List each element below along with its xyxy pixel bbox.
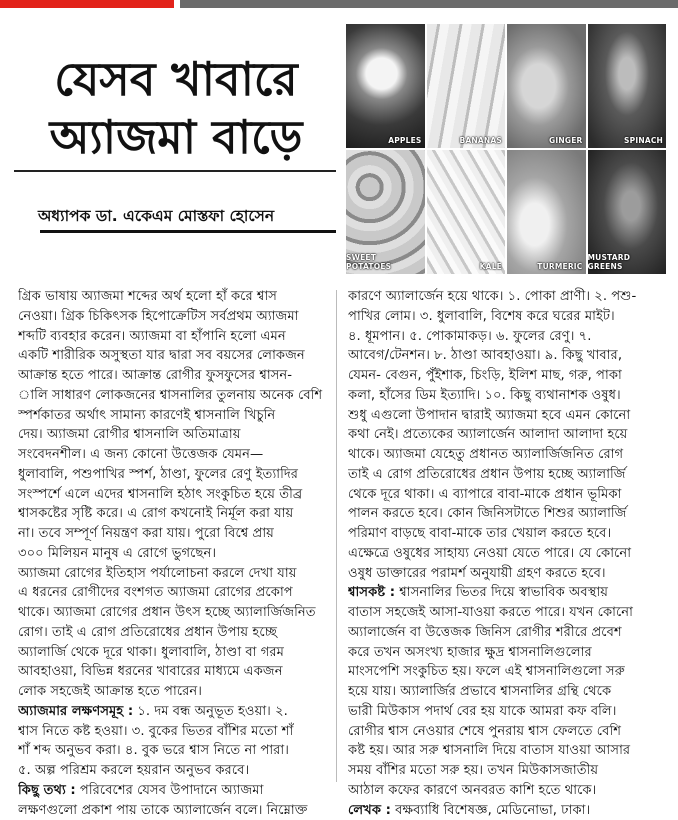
text-line: থাকে। অ্যাজমা রোগের প্রধান উৎস হচ্ছে অ্যালার্জিজনিত bbox=[18, 603, 324, 623]
symptoms-heading: অ্যাজমার লক্ষণসমূহ : bbox=[18, 704, 133, 719]
photo-label: GINGER bbox=[549, 136, 582, 145]
text-line: কারণে অ্যালার্জেন হয়ে থাকে। ১. পোকা প্রাণী। ২. পশু- bbox=[348, 287, 668, 307]
text-line: শ্বাসকষ্টের সৃষ্টি করে। এ রোগ কখনোই নির্মূল করা যায় bbox=[18, 504, 324, 524]
photo-turmeric bbox=[507, 150, 586, 274]
article-column-left bbox=[18, 287, 324, 820]
text-line bbox=[348, 801, 668, 820]
text-line: পরিমাণ বাড়ছে বাবা-মাকে তার খেয়াল করতে হবে। bbox=[348, 524, 668, 544]
photo-label: TURMERIC bbox=[537, 262, 582, 271]
text-line: দেয়। অ্যাজমা রোগীর শ্বাসনালি অতিমাত্রায় bbox=[18, 425, 324, 445]
text-line: রোগ। তাই এ রোগ প্রতিরোধের প্রধান উপায় হচ্ছে bbox=[18, 623, 324, 643]
text-line: ৩০০ মিলিয়ন মানুষ এ রোগে ভুগছেন। bbox=[18, 544, 324, 564]
text-line: অ্যালার্জি থেকে দূরে থাকা। ধুলাবালি, ঠাণ্ডা বা গরম bbox=[18, 643, 324, 663]
facts-heading: কিছু তথ্য : bbox=[18, 783, 76, 798]
photo-label: SWEET POTATOES bbox=[346, 253, 422, 271]
text-line bbox=[348, 583, 668, 603]
text-line: সময় বাঁশির মতো সরু হয়। তখন মিউকাসজাতীয় bbox=[348, 761, 668, 781]
text-line: হয়ে যায়। অ্যালার্জির প্রভাবে শ্বাসনালির গ্রন্থি থেকে bbox=[348, 682, 668, 702]
text-line: যেমন- বেগুন, পুঁইশাক, চিংড়ি, ইলিশ মাছ, গরু, পাকা bbox=[348, 366, 668, 386]
text-line: থাকে। অ্যাজমা যেহেতু প্রধানত অ্যালার্জিজনিত রোগ bbox=[348, 445, 668, 465]
text-line: শ্বাস নিতে কষ্ট হওয়া। ৩. বুকের ভিতর বাঁশির মতো শাঁ bbox=[18, 722, 324, 742]
paragraph-symptoms bbox=[18, 702, 324, 781]
text-line: শুধু এগুলো উপাদান দ্বারাই অ্যাজমা হবে এমন কোনো bbox=[348, 406, 668, 426]
top-accent-bar-red bbox=[0, 0, 174, 8]
paragraph-intro bbox=[18, 287, 324, 564]
headline-rule bbox=[14, 170, 336, 172]
photo-bananas bbox=[427, 24, 506, 148]
photo-label: BANANAS bbox=[460, 136, 503, 145]
text-line: তাই এ রোগ প্রতিরোধের প্রধান উপায় হচ্ছে অ্যালার্জি bbox=[348, 465, 668, 485]
photo-label: APPLES bbox=[388, 136, 421, 145]
photo-ginger bbox=[507, 24, 586, 148]
text-run: পরিবেশের যেসব উপাদানে অ্যাজমা bbox=[76, 783, 264, 798]
author-byline: অধ্যাপক ডা. একেএম মোস্তফা হোসেন bbox=[38, 204, 338, 230]
headline-line-1: যেসব খাবারে bbox=[14, 50, 338, 108]
breath-heading: শ্বাসকষ্ট : bbox=[348, 585, 395, 600]
paragraph-allergens bbox=[348, 287, 668, 583]
text-line: সংস্পর্শে এলে এদের শ্বাসনালি হঠাৎ সংকুচিত হয়ে তীব্র bbox=[18, 485, 324, 505]
writer-heading: লেখক : bbox=[348, 803, 391, 818]
text-run: শ্বাসনালির ভিতর দিয়ে স্বাভাবিক অবস্থায় bbox=[395, 585, 608, 600]
text-line: করে তখন অসংখ্য হাজার ক্ষুদ্র শ্বাসনালিগুলোর bbox=[348, 643, 668, 663]
text-line: ওষুধ ডাক্তারের পরামর্শ অনুযায়ী গ্রহণ করতে হবে। bbox=[348, 564, 668, 584]
photo-kale bbox=[427, 150, 506, 274]
article-column-right bbox=[348, 287, 668, 820]
text-line: অ্যালার্জেন বা উত্তেজক জিনিস রোগীর শরীরে প্রবেশ bbox=[348, 623, 668, 643]
photo-label: KALE bbox=[480, 262, 502, 271]
text-line: লোক সহজেই আক্রান্ত হতে পারেন। bbox=[18, 682, 324, 702]
text-line: একটি শারীরিক অসুস্থতা যার দ্বারা সব বয়সের লোকজন bbox=[18, 346, 324, 366]
top-accent-bar-gray bbox=[180, 0, 678, 8]
text-line: শব্দটি ব্যবহার করেন। অ্যাজমা বা হাঁপানি হলো এমন bbox=[18, 327, 324, 347]
photo-mustard-greens bbox=[588, 150, 667, 274]
text-line: ভারী মিউকাস পদার্থ বের হয় যাকে আমরা কফ বলি। bbox=[348, 702, 668, 722]
text-line: ধুলাবালি, পশুপাখির স্পর্শ, ঠাণ্ডা, ফুলের রেণু ইত্যাদির bbox=[18, 465, 324, 485]
text-line bbox=[18, 702, 324, 722]
text-line: আবহাওয়া, বিভিন্ন ধরনের খাবারের মাধ্যমে একজন bbox=[18, 662, 324, 682]
text-line: থেকে দূরে থাকা। এ ব্যাপারে বাবা-মাকে প্রধান ভূমিকা bbox=[348, 485, 668, 505]
text-line: ৪. ধূমপান। ৫. পোকামাকড়। ৬. ফুলের রেণু। ৭. bbox=[348, 327, 668, 347]
text-line: এ ধরনের রোগীদের বংশগত অ্যাজমা রোগের প্রকোপ bbox=[18, 583, 324, 603]
text-line: এক্ষেত্রে ওষুধের সাহায্য নেওয়া যেতে পারে। যে কোনো bbox=[348, 544, 668, 564]
text-line: ালি সাধারণ লোকজনের শ্বাসনালির তুলনায় অনেক বেশি bbox=[18, 386, 324, 406]
photo-sweet-potatoes bbox=[346, 150, 425, 274]
text-line: আঠাল কফের কারণে অনবরত কাশি হতে থাকে। bbox=[348, 781, 668, 801]
text-line: স্পর্শকাতর অর্থাৎ সামান্য কারণেই শ্বাসনালি খিচুনি bbox=[18, 406, 324, 426]
text-line: পালন করতে হবে। কোন জিনিসটাতে শিশুর অ্যালার্জি bbox=[348, 504, 668, 524]
column-divider bbox=[336, 290, 337, 782]
text-line: কলা, হাঁসের ডিম ইত্যাদি। ১০. কিছু ব্যথানাশক ওষুধ। bbox=[348, 386, 668, 406]
text-line: নেওয়া। গ্রিক চিকিৎসক হিপোক্রেটিস সর্বপ্রথম অ্যাজমা bbox=[18, 307, 324, 327]
text-line: আবেগ/টেনশন। ৮. ঠাণ্ডা আবহাওয়া। ৯. কিছু খাবার, bbox=[348, 346, 668, 366]
photo-label: SPINACH bbox=[624, 136, 663, 145]
text-line: বাতাস সহজেই আসা-যাওয়া করতে পারে। যখন কোনো bbox=[348, 603, 668, 623]
article-headline bbox=[14, 50, 338, 166]
text-line: শাঁ শব্দ অনুভব করা। ৪. বুক ভরে শ্বাস নিতে না পারা। bbox=[18, 741, 324, 761]
text-run: ১. দম বন্ধ অনুভূত হওয়া। ২. bbox=[133, 704, 288, 719]
paragraph-facts bbox=[18, 781, 324, 820]
paragraph-breathlessness bbox=[348, 583, 668, 800]
food-photo-grid bbox=[346, 24, 666, 274]
photo-spinach bbox=[588, 24, 667, 148]
text-line: আক্রান্ত হতে পারে। আক্রান্ত রোগীর ফুসফুসের শ্বাসন- bbox=[18, 366, 324, 386]
text-line: রোগীর শ্বাস নেওয়ার শেষে পুনরায় শ্বাস ফেলতে বেশি bbox=[348, 722, 668, 742]
photo-label: MUSTARD GREENS bbox=[588, 253, 664, 271]
writer-credit: বক্ষব্যাধি বিশেষজ্ঞ, মেডিনোভা, ঢাকা। bbox=[391, 803, 590, 818]
text-line: সংবেদনশীল। এ জন্য কোনো উত্তেজক যেমন— bbox=[18, 445, 324, 465]
text-line: কষ্ট হয়। আর সরু শ্বাসনালি দিয়ে বাতাস যাওয়া আসার bbox=[348, 741, 668, 761]
text-line: মাংসপেশি সংকুচিত হয়। ফলে এই শ্বাসনালিগুলো সরু bbox=[348, 662, 668, 682]
text-line: কথা নেই। প্রত্যেকের অ্যালার্জেন আলাদা আলাদা হয়ে bbox=[348, 425, 668, 445]
paragraph-writer bbox=[348, 801, 668, 820]
paragraph-history bbox=[18, 564, 324, 702]
text-line: ৫. অল্প পরিশ্রম করলে হয়রান অনুভব করবে। bbox=[18, 761, 324, 781]
text-line: না। তবে সম্পূর্ণ নিয়ন্ত্রণ করা যায়। পুরো বিশ্বে প্রায় bbox=[18, 524, 324, 544]
headline-line-2: অ্যাজমা বাড়ে bbox=[14, 108, 338, 166]
byline-rule bbox=[40, 230, 336, 233]
photo-apples bbox=[346, 24, 425, 148]
text-line: গ্রিক ভাষায় অ্যাজমা শব্দের অর্থ হলো হাঁ করে শ্বাস bbox=[18, 287, 324, 307]
text-line: অ্যাজমা রোগের ইতিহাস পর্যালোচনা করলে দেখা যায় bbox=[18, 564, 324, 584]
text-line bbox=[18, 781, 324, 801]
text-line: লক্ষণগুলো প্রকাশ পায় তাকে অ্যালার্জেন বলে। নিম্নোক্ত bbox=[18, 801, 324, 820]
text-line: পাখির লোম। ৩. ধুলাবালি, বিশেষ করে ঘরের মাইট। bbox=[348, 307, 668, 327]
